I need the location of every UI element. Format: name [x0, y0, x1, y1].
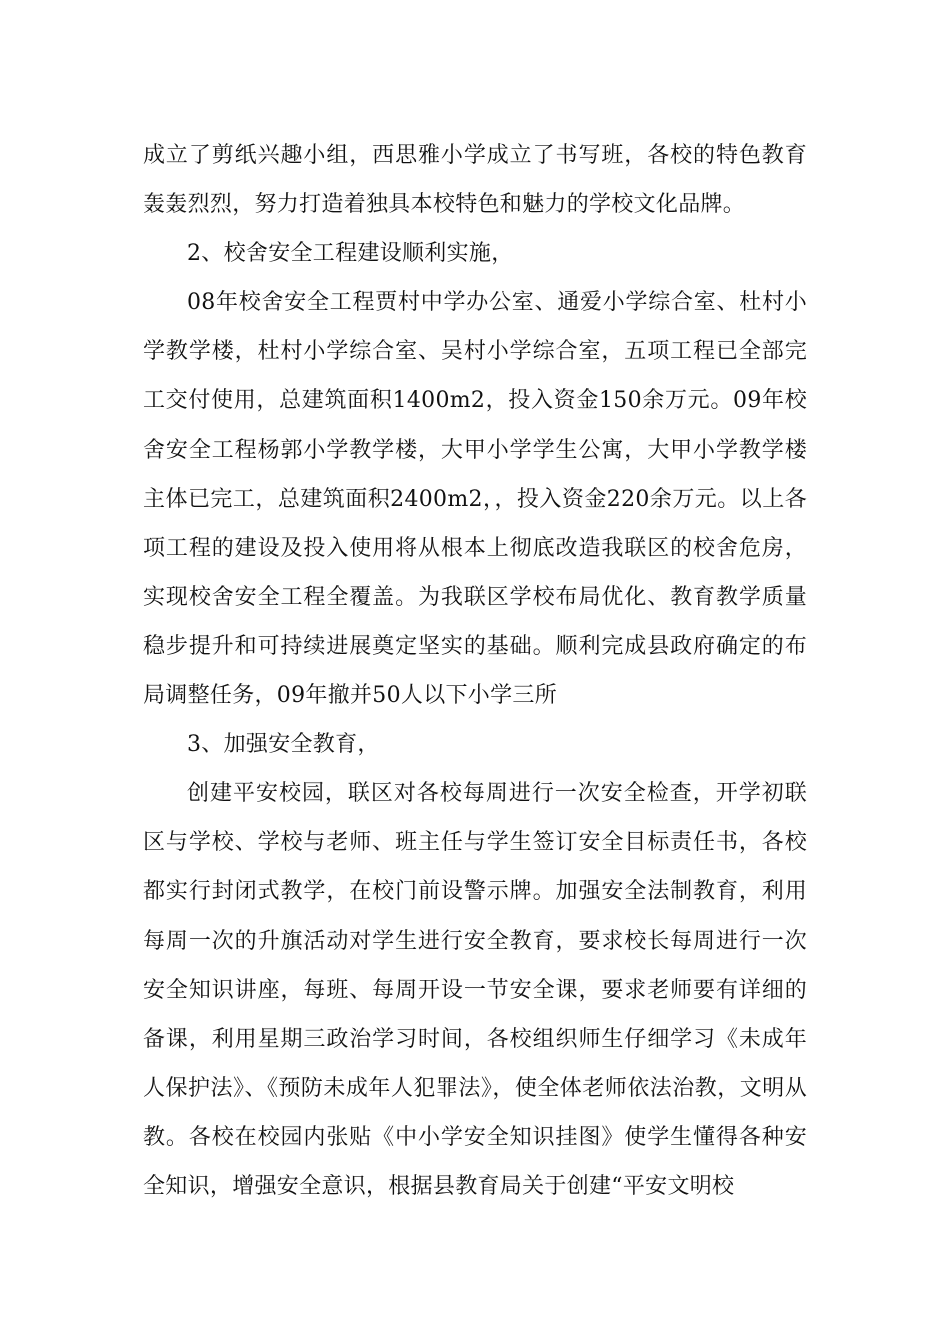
paragraph-continuation: 成立了剪纸兴趣小组，西思雅小学成立了书写班，各校的特色教育轰轰烈烈，努力打造着独具本校特色和魅力的学校文化品牌。 — [143, 143, 807, 218]
section-heading-2: 2、校舍安全工程建设顺利实施， — [187, 241, 514, 267]
document-body — [143, 131, 807, 1211]
section-heading-3: 3、加强安全教育， — [187, 732, 380, 758]
paragraph-school-safety-project: 08年校舍安全工程贾村中学办公室、通爱小学综合室、杜村小学教学楼，杜村小学综合室、吴村小学综合室，五项工程已全部完工交付使用，总建筑面积1400m2，投入资金150余万元。09年校舍安全工程杨郭小学教学楼，大甲小学学生公寓，大甲小学教学楼主体已完工，总建筑面积2400m2，，投入资金220余万元。以上各项工程的建设及投入使用将从根本上彻底改造我联区的校舍危房，实现校舍安全工程全覆盖。为我联区学校布局优化、教育教学质量稳步提升和可持续进展奠定坚实的基础。顺利完成县政府确定的布局调整任务，09年撤并50人以下小学三所 — [143, 290, 807, 709]
paragraph-safety-education: 创建平安校园，联区对各校每周进行一次安全检查，开学初联区与学校、学校与老师、班主任与学生签订安全目标责任书，各校都实行封闭式教学，在校门前设警示牌。加强安全法制教育，利用每周一次的升旗活动对学生进行安全教育，要求校长每周进行一次安全知识讲座，每班、每周开设一节安全课，要求老师要有详细的备课，利用星期三政治学习时间，各校组织师生仔细学习《未成年人保护法》、《预防未成年人犯罪法》，使全体老师依法治教，文明从教。各校在校园内张贴《中小学安全知识挂图》使学生懂得各种安全知识，增强安全意识，根据县教育局关于创建“平安文明校 — [143, 781, 807, 1199]
